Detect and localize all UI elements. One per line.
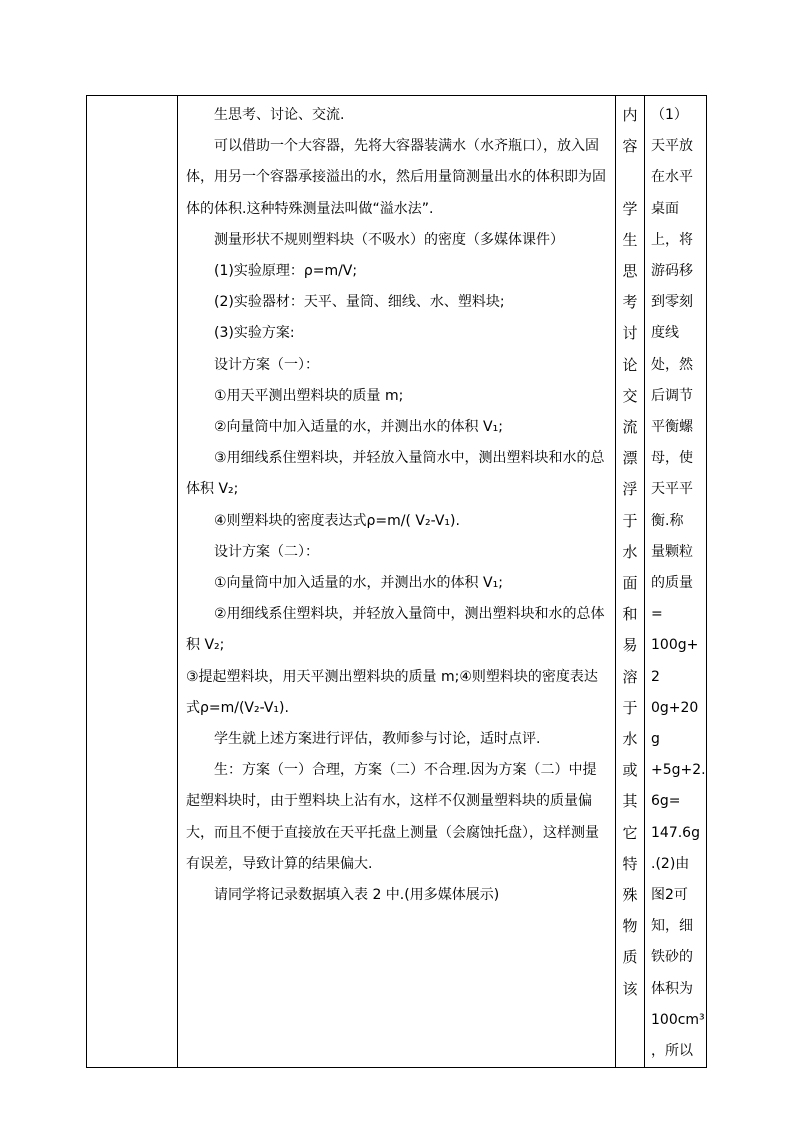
vertical-char: 和 xyxy=(622,605,638,624)
vertical-char: 考 xyxy=(622,293,638,312)
paragraph: (3)实验方案: xyxy=(214,325,295,342)
vertical-char: 思 xyxy=(622,262,638,281)
paragraph: ③提起塑料块，用天平测出塑料块的质量 m;④则塑料块的密度表达式ρ=m/(V₂-V₁). xyxy=(186,668,598,716)
vertical-char: 易 xyxy=(622,636,638,655)
vertical-char: 于 xyxy=(622,698,638,717)
paragraph: 生思考、讨论、交流. xyxy=(214,107,345,123)
vertical-char: 交 xyxy=(622,386,638,405)
vertical-char: 生 xyxy=(622,230,638,249)
vertical-char: 学 xyxy=(622,199,638,218)
paragraph: ③用细线系住塑料块，并轻放入量筒水中，测出塑料块和水的总体积 V₂; xyxy=(186,450,605,498)
vertical-char: 浮 xyxy=(622,480,638,499)
side-text: （1） 天平放 在水平 桌面 上，将 游码移 到零刻 度线 处，然 后调节 平衡螺 母，使 天平平 衡.称 量颗粒 的质量 = 100g+2 0g+20g +5g+2. 6g= 147.6g .(2)由 图2可 知，细 铁砂的 体积为 100cm³ ，所以 xyxy=(651,107,706,1060)
vertical-char xyxy=(616,162,644,193)
paragraph: 生：方案（一）合理，方案（二）不合理.因为方案（二）中提起塑料块时，由于塑料块上沾有水，这样不仅测量塑料块的质量偏大，而且不便于直接放在天平托盘上测量（会腐蚀托盘），这样测量有误差，导致计算的结果偏大. xyxy=(186,762,599,872)
paragraph: ①用天平测出塑料块的质量 m; xyxy=(214,387,404,404)
vertical-text xyxy=(616,96,644,1005)
vertical-char: 它 xyxy=(622,823,638,842)
paragraph: ①向量筒中加入适量的水，并测出水的体积 V₁; xyxy=(214,575,503,592)
paragraph: 请同学将记录数据填入表 2 中.(用多媒体展示) xyxy=(214,887,500,904)
vertical-char: 面 xyxy=(622,574,638,593)
paragraph: ④则塑料块的密度表达式ρ=m/( V₂-V₁). xyxy=(214,512,460,529)
vertical-char: 该 xyxy=(622,979,638,998)
vertical-char: 溶 xyxy=(622,667,638,686)
side-text-cell xyxy=(645,96,707,1068)
vertical-char: 其 xyxy=(622,792,638,811)
vertical-char: 殊 xyxy=(622,886,638,905)
paragraph: 可以借助一个大容器，先将大容器装满水（水齐瓶口），放入固体，用另一个容器承接溢出的水，然后用量筒测量出水的体积即为固体的体积.这种特殊测量法叫做“溢水法”. xyxy=(186,138,606,217)
vertical-char: 特 xyxy=(622,854,638,873)
paragraph: 测量形状不规则塑料块（不吸水）的密度（多媒体课件） xyxy=(214,231,564,248)
vertical-char: 质 xyxy=(622,948,638,967)
empty-left-cell xyxy=(87,96,178,1068)
paragraph: 设计方案（一）： xyxy=(214,356,319,373)
paragraph: 设计方案（二）： xyxy=(214,543,319,560)
paragraph: (2)实验器材：天平、量筒、细线、水、塑料块; xyxy=(214,294,505,311)
vertical-char: 流 xyxy=(622,418,638,437)
vertical-char: 论 xyxy=(622,355,638,374)
vertical-char: 或 xyxy=(622,761,638,780)
vertical-char: 内 xyxy=(622,106,638,124)
vertical-char: 水 xyxy=(622,730,638,749)
vertical-char: 容 xyxy=(622,137,638,156)
main-text-cell xyxy=(178,96,616,1068)
paragraph: ②向量筒中加入适量的水，并测出水的体积 V₁; xyxy=(214,419,503,436)
vertical-char: 漂 xyxy=(622,449,638,468)
vertical-char: 讨 xyxy=(622,324,638,343)
content-table xyxy=(86,95,707,1068)
paragraph: ②用细线系住塑料块，并轻放入量筒中，测出塑料块和水的总体积 V₂; xyxy=(186,606,605,654)
paragraph: 学生就上述方案进行评估，教师参与讨论，适时点评. xyxy=(214,731,541,748)
vertical-char: 于 xyxy=(622,511,638,530)
vertical-text-cell xyxy=(616,96,645,1068)
vertical-char: 水 xyxy=(622,542,638,561)
vertical-char: 物 xyxy=(622,917,638,936)
paragraph: (1)实验原理：ρ=m/V; xyxy=(214,263,358,280)
